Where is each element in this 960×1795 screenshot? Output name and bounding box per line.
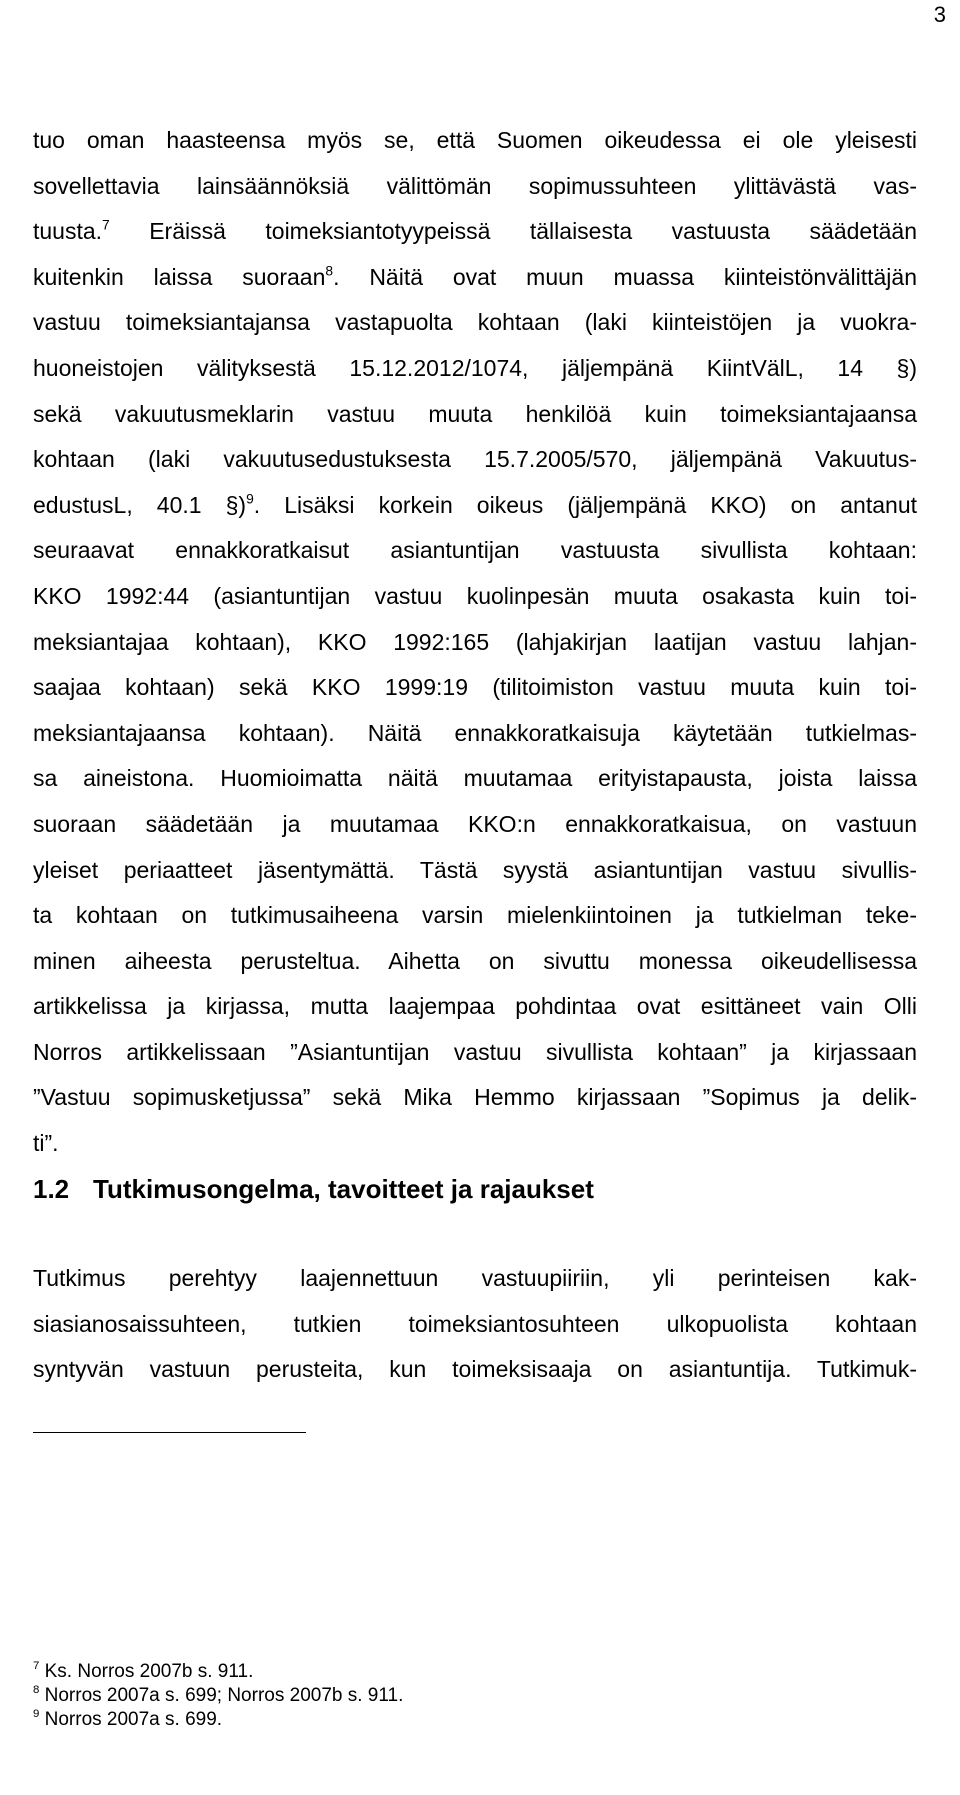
text-line: sa aineistona. Huomioimatta näitä muutamaa erityistapausta, joista laissa <box>33 765 917 792</box>
text-line: minen aiheesta perusteltua. Aihetta on sivuttu monessa oikeudellisessa <box>33 947 917 974</box>
text-line: huoneistojen välityksestä 15.12.2012/1074, jäljempänä KiintVälL, 14 §) <box>33 354 917 381</box>
footnote: $^8$ Norros 2007a s. 699; Norros 2007b s. 911. <box>33 1684 404 1706</box>
text-line: edustusL, 40.1 §)$^9$. Lisäksi korkein oikeus (jäljempänä KKO) on antanut <box>33 491 917 518</box>
text-line: tuusta.$^7$ Eräissä toimeksiantotyypeissä tällaisesta vastuusta säädetään <box>33 217 917 245</box>
footnote-ref[interactable]: 7 <box>102 217 110 233</box>
footnotes <box>33 1660 403 1732</box>
text-line: artikkelissa ja kirjassa, mutta laajempaa pohdintaa ovat esittäneet vain Olli <box>33 993 917 1020</box>
text-line: ta kohtaan on tutkimusaiheena varsin mielenkiintoinen ja tutkielman teke- <box>33 902 917 929</box>
footnote-mark: 9 <box>33 1708 40 1721</box>
footnote-ref[interactable]: 8 <box>325 263 334 279</box>
text-line: kuitenkin laissa suoraan$^8$. Näitä ovat muun muassa kiinteistönvälittäjän <box>33 263 917 290</box>
text-line: tuo oman haasteensa myös se, että Suomen oikeudessa ei ole yleisesti <box>33 127 917 153</box>
text-line: siasianosaissuhteen, tutkien toimeksiantosuhteen ulkopuolista kohtaan <box>33 1310 917 1337</box>
text-line: vastuu toimeksiantajansa vastapuolta kohtaan (laki kiinteistöjen ja vuokra- <box>33 309 917 336</box>
paragraph-research <box>33 1256 917 1393</box>
footnote-ref[interactable]: 9 <box>246 491 254 507</box>
text-line: Norros artikkelissaan ”Asiantuntijan vastuu sivullista kohtaan” ja kirjassaan <box>33 1038 917 1065</box>
footnote-mark: 8 <box>33 1684 40 1697</box>
footnote: $^7$ Ks. Norros 2007b s. 911. <box>33 1660 254 1682</box>
text-line: ti”. <box>33 1130 59 1157</box>
footnote-separator <box>33 1432 306 1433</box>
paragraph-intro <box>33 118 917 1167</box>
section-heading <box>33 1174 594 1205</box>
footnote: $^9$ Norros 2007a s. 699. <box>33 1708 223 1730</box>
text-line: KKO 1992:44 (asiantuntijan vastuu kuolinpesän muuta osakasta kuin toi- <box>33 582 917 609</box>
page-number: 3 <box>933 2 946 27</box>
text-line: ”Vastuu sopimusketjussa” sekä Mika Hemmo kirjassaan ”Sopimus ja delik- <box>33 1084 917 1111</box>
text-line: sekä vakuutusmeklarin vastuu muuta henkilöä kuin toimeksiantajaansa <box>33 400 917 427</box>
text-line: Tutkimus perehtyy laajennettuun vastuupiiriin, yli perinteisen kak- <box>33 1265 917 1291</box>
text-line: kohtaan (laki vakuutusedustuksesta 15.7.2005/570, jäljempänä Vakuutus- <box>33 446 917 473</box>
text-line: meksiantajaa kohtaan), KKO 1992:165 (lahjakirjan laatijan vastuu lahjan- <box>33 628 917 655</box>
text-line: seuraavat ennakkoratkaisut asiantuntijan vastuusta sivullista kohtaan: <box>33 537 917 564</box>
section-title: Tutkimusongelma, tavoitteet ja rajaukset <box>93 1174 594 1204</box>
text-line: saajaa kohtaan) sekä KKO 1999:19 (tilitoimiston vastuu muuta kuin toi- <box>33 674 917 701</box>
text-line: meksiantajaansa kohtaan). Näitä ennakkoratkaisuja käytetään tutkielmas- <box>33 719 917 746</box>
text-line: syntyvän vastuun perusteita, kun toimeksisaaja on asiantuntija. Tutkimuk- <box>33 1356 917 1383</box>
text-line: suoraan säädetään ja muutamaa KKO:n ennakkoratkaisua, on vastuun <box>33 810 917 837</box>
text-line: sovellettavia lainsäännöksiä välittömän sopimussuhteen ylittävästä vas- <box>33 172 917 199</box>
footnote-mark: 7 <box>33 1660 40 1673</box>
section-number: 1.2 <box>33 1174 70 1204</box>
text-line: yleiset periaatteet jäsentymättä. Tästä syystä asiantuntijan vastuu sivullis- <box>33 856 917 883</box>
